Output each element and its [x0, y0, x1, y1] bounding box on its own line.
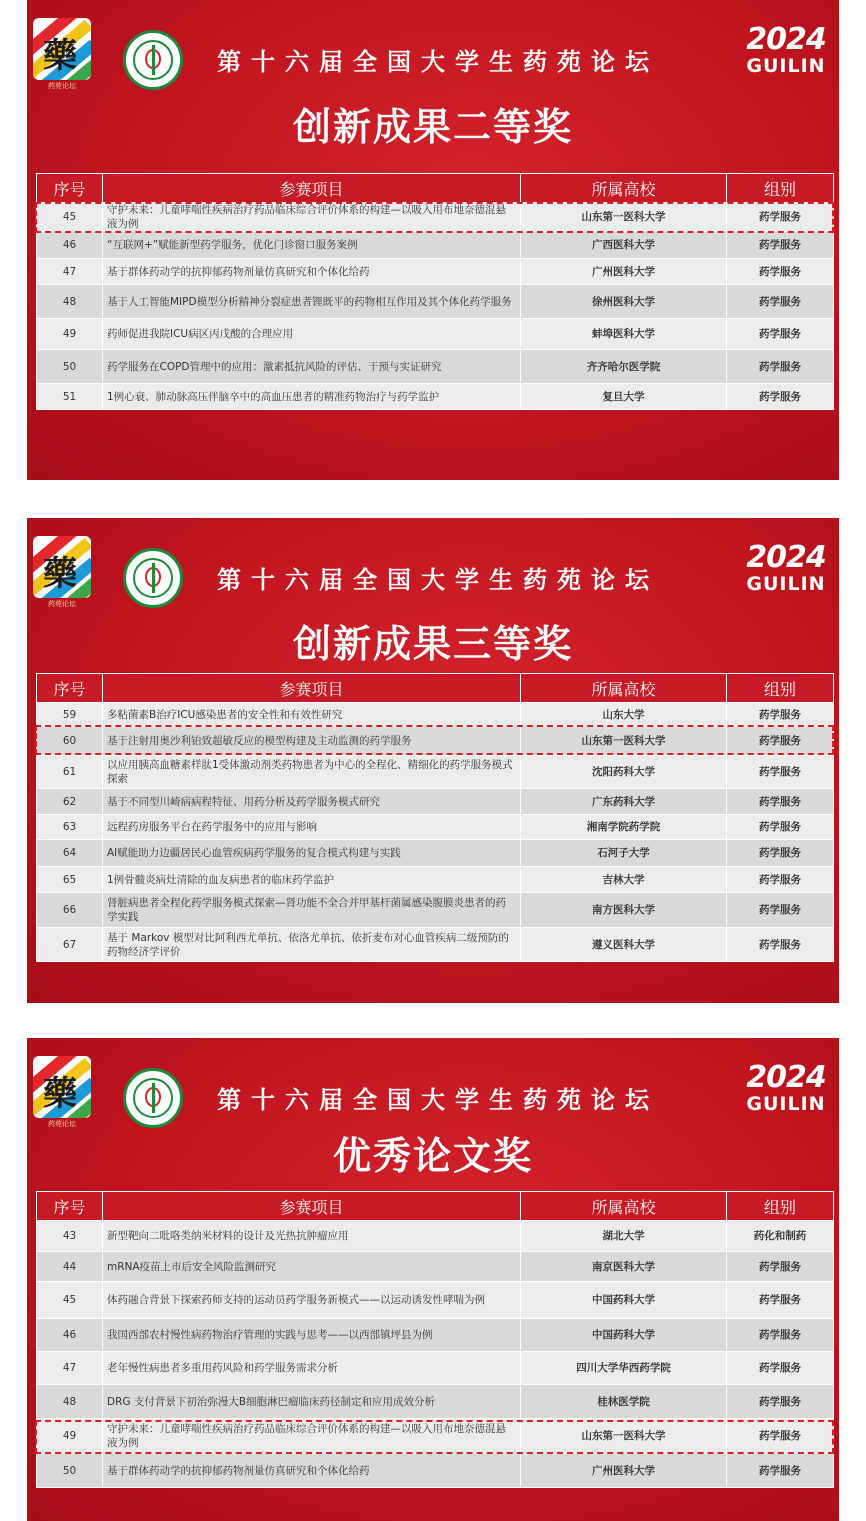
table-row [37, 1385, 834, 1419]
row-number: 63 [37, 815, 103, 840]
forum-logo [33, 18, 91, 88]
logo-caption: 药苑论坛 [48, 82, 76, 90]
table-row [37, 703, 834, 727]
project-title: mRNA疫苗上市后安全风险监测研究 [103, 1252, 521, 1282]
group-name: 药学服务 [727, 1454, 834, 1488]
project-title: 多粘菌素B治疗ICU感染患者的安全性和有效性研究 [103, 703, 521, 727]
results-table [36, 1191, 834, 1488]
project-title: 药师促进我院ICU病区丙戊酸的合理应用 [103, 319, 521, 350]
group-name: 药学服务 [727, 840, 834, 867]
university-seal-icon [123, 30, 183, 90]
row-number: 50 [37, 350, 103, 384]
table-row [37, 756, 834, 789]
school-name: 广东药科大学 [521, 789, 727, 815]
group-name: 药学服务 [727, 384, 834, 410]
project-title: 肾脏病患者全程化药学服务模式探索—肾功能不全合并甲基杆菌属感染腹膜炎患者的药学实践 [103, 893, 521, 928]
university-seal-icon [123, 1068, 183, 1128]
group-name: 药学服务 [727, 867, 834, 893]
group-name: 药学服务 [727, 727, 834, 756]
group-name: 药学服务 [727, 815, 834, 840]
table-row [37, 1352, 834, 1385]
table-header-row [37, 674, 834, 703]
results-table [36, 173, 834, 410]
project-title: 以应用胰高血糖素样肽1受体激动剂类药物患者为中心的全程化、精细化的药学服务模式探索 [103, 756, 521, 789]
group-name: 药学服务 [727, 789, 834, 815]
table-body [37, 203, 834, 410]
row-number: 44 [37, 1252, 103, 1282]
forum-title: 第十六届全国大学生药苑论坛 [217, 48, 659, 76]
forum-title: 第十六届全国大学生药苑论坛 [217, 1086, 659, 1114]
project-title: 我国西部农村慢性病药物治疗管理的实践与思考——以西部镇坪县为例 [103, 1319, 521, 1352]
col-header-project: 参赛项目 [103, 1192, 521, 1221]
school-name: 山东第一医科大学 [521, 1419, 727, 1454]
row-number: 64 [37, 840, 103, 867]
row-number: 65 [37, 867, 103, 893]
school-name: 湖北大学 [521, 1221, 727, 1252]
row-number: 50 [37, 1454, 103, 1488]
university-seal-icon [123, 548, 183, 608]
table-row [37, 1454, 834, 1488]
group-name: 药学服务 [727, 203, 834, 232]
logo-glyph: 藥 [43, 554, 77, 594]
project-title: 1例骨髓炎病灶清除的血友病患者的临床药学监护 [103, 867, 521, 893]
group-name: 药学服务 [727, 1385, 834, 1419]
school-name: 四川大学华西药学院 [521, 1352, 727, 1385]
row-number: 49 [37, 1419, 103, 1454]
brand-year: 2024 [746, 22, 826, 57]
school-name: 复旦大学 [521, 384, 727, 410]
project-title: AI赋能助力边疆居民心血管疾病药学服务的复合模式构建与实践 [103, 840, 521, 867]
project-title: 基于人工智能MIPD模型分析精神分裂症患者锂既平的药物相互作用及其个体化药学服务 [103, 285, 521, 319]
project-title: “互联网+”赋能新型药学服务，优化门诊窗口服务案例 [103, 232, 521, 259]
table-row [37, 727, 834, 756]
logo-glyph: 藥 [43, 36, 77, 76]
col-header-group: 组别 [727, 1192, 834, 1221]
row-number: 46 [37, 232, 103, 259]
table-row [37, 319, 834, 350]
project-title: 守护未来：儿童哮喘性疾病治疗药品临床综合评价体系的构建—以吸入用布地奈德混悬液为例 [103, 203, 521, 232]
row-number: 45 [37, 203, 103, 232]
brand-2024-guilin [741, 24, 831, 76]
project-title: 远程药房服务平台在药学服务中的应用与影响 [103, 815, 521, 840]
col-header-no: 序号 [37, 174, 103, 203]
table-row [37, 384, 834, 410]
school-name: 广州医科大学 [521, 1454, 727, 1488]
brand-2024-guilin [741, 1062, 831, 1114]
project-title: 1例心衰、肺动脉高压伴脑卒中的高血压患者的精准药物治疗与药学监护 [103, 384, 521, 410]
group-name: 药学服务 [727, 1319, 834, 1352]
group-name: 药学服务 [727, 259, 834, 285]
row-number: 47 [37, 1352, 103, 1385]
row-number: 60 [37, 727, 103, 756]
brand-2024-guilin [741, 542, 831, 594]
row-number: 49 [37, 319, 103, 350]
group-name: 药学服务 [727, 285, 834, 319]
school-name: 遵义医科大学 [521, 928, 727, 962]
row-number: 48 [37, 1385, 103, 1419]
project-title: 基于不同型川崎病病程特征、用药分析及药学服务模式研究 [103, 789, 521, 815]
forum-title: 第十六届全国大学生药苑论坛 [217, 566, 659, 594]
group-name: 药学服务 [727, 1252, 834, 1282]
group-name: 药学服务 [727, 1419, 834, 1454]
col-header-no: 序号 [37, 674, 103, 703]
row-number: 66 [37, 893, 103, 928]
table-row [37, 1252, 834, 1282]
table-row [37, 1419, 834, 1454]
row-number: 59 [37, 703, 103, 727]
forum-logo [33, 1056, 91, 1126]
project-title: 基于群体药动学的抗抑郁药物剂量仿真研究和个体化给药 [103, 259, 521, 285]
logo-glyph: 藥 [43, 1074, 77, 1114]
table-row [37, 285, 834, 319]
table-row [37, 893, 834, 928]
brand-city: GUILIN [746, 55, 826, 77]
col-header-school: 所属高校 [521, 174, 727, 203]
project-title: 药学服务在COPD管理中的应用：激素抵抗风险的评估、干预与实证研究 [103, 350, 521, 384]
group-name: 药学服务 [727, 232, 834, 259]
school-name: 山东第一医科大学 [521, 727, 727, 756]
col-header-project: 参赛项目 [103, 674, 521, 703]
group-name: 药学服务 [727, 350, 834, 384]
col-header-no: 序号 [37, 1192, 103, 1221]
school-name: 齐齐哈尔医学院 [521, 350, 727, 384]
brand-city: GUILIN [746, 573, 826, 595]
project-title: 基于 Markov 模型对比阿利西尤单抗、依洛尤单抗、依折麦布对心血管疾病二级预防的药物经济学评价 [103, 928, 521, 962]
row-number: 48 [37, 285, 103, 319]
col-header-group: 组别 [727, 674, 834, 703]
project-title: 基于注射用奥沙利铂致超敏反应的模型构建及主动监测的药学服务 [103, 727, 521, 756]
project-title: 守护未来：儿童哮喘性疾病治疗药品临床综合评价体系的构建—以吸入用布地奈德混悬液为例 [103, 1419, 521, 1454]
table-body [37, 703, 834, 962]
col-header-group: 组别 [727, 174, 834, 203]
group-name: 药学服务 [727, 756, 834, 789]
logo-caption: 药苑论坛 [48, 600, 76, 608]
project-title: 老年慢性病患者多重用药风险和药学服务需求分析 [103, 1352, 521, 1385]
forum-logo [33, 536, 91, 606]
award-title: 创新成果二等奖 [292, 105, 573, 149]
table-row [37, 259, 834, 285]
table-row [37, 232, 834, 259]
school-name: 中国药科大学 [521, 1282, 727, 1319]
group-name: 药学服务 [727, 928, 834, 962]
results-table [36, 673, 834, 962]
table-header-row [37, 1192, 834, 1221]
table-row [37, 203, 834, 232]
table-header-row [37, 174, 834, 203]
group-name: 药学服务 [727, 703, 834, 727]
project-title: 基于群体药动学的抗抑郁药物剂量仿真研究和个体化给药 [103, 1454, 521, 1488]
table-row [37, 789, 834, 815]
school-name: 南方医科大学 [521, 893, 727, 928]
table-row [37, 350, 834, 384]
row-number: 46 [37, 1319, 103, 1352]
table-row [37, 1319, 834, 1352]
school-name: 中国药科大学 [521, 1319, 727, 1352]
school-name: 广州医科大学 [521, 259, 727, 285]
group-name: 药学服务 [727, 319, 834, 350]
row-number: 43 [37, 1221, 103, 1252]
col-header-school: 所属高校 [521, 1192, 727, 1221]
table-row [37, 928, 834, 962]
row-number: 51 [37, 384, 103, 410]
school-name: 广西医科大学 [521, 232, 727, 259]
row-number: 61 [37, 756, 103, 789]
school-name: 沈阳药科大学 [521, 756, 727, 789]
award-title: 创新成果三等奖 [292, 622, 573, 666]
group-name: 药学服务 [727, 1352, 834, 1385]
group-name: 药化和制药 [727, 1221, 834, 1252]
brand-year: 2024 [746, 540, 826, 575]
school-name: 山东第一医科大学 [521, 203, 727, 232]
group-name: 药学服务 [727, 1282, 834, 1319]
school-name: 山东大学 [521, 703, 727, 727]
project-title: 新型靶向二吡咯类纳米材料的设计及光热抗肿瘤应用 [103, 1221, 521, 1252]
table-row [37, 867, 834, 893]
school-name: 桂林医学院 [521, 1385, 727, 1419]
award-title: 优秀论文奖 [332, 1134, 533, 1178]
row-number: 45 [37, 1282, 103, 1319]
table-row [37, 815, 834, 840]
school-name: 石河子大学 [521, 840, 727, 867]
logo-caption: 药苑论坛 [48, 1120, 76, 1128]
col-header-project: 参赛项目 [103, 174, 521, 203]
row-number: 67 [37, 928, 103, 962]
school-name: 吉林大学 [521, 867, 727, 893]
row-number: 47 [37, 259, 103, 285]
project-title: DRG 支付背景下初治弥漫大B细胞淋巴瘤临床药径制定和应用成效分析 [103, 1385, 521, 1419]
school-name: 湘南学院药学院 [521, 815, 727, 840]
table-row [37, 840, 834, 867]
col-header-school: 所属高校 [521, 674, 727, 703]
group-name: 药学服务 [727, 893, 834, 928]
row-number: 62 [37, 789, 103, 815]
brand-city: GUILIN [746, 1093, 826, 1115]
brand-year: 2024 [746, 1060, 826, 1095]
project-title: 体药融合背景下探索药师支持的运动员药学服务新模式——以运动诱发性哮喘为例 [103, 1282, 521, 1319]
school-name: 南京医科大学 [521, 1252, 727, 1282]
table-body [37, 1221, 834, 1488]
school-name: 徐州医科大学 [521, 285, 727, 319]
school-name: 蚌埠医科大学 [521, 319, 727, 350]
table-row [37, 1282, 834, 1319]
table-row [37, 1221, 834, 1252]
